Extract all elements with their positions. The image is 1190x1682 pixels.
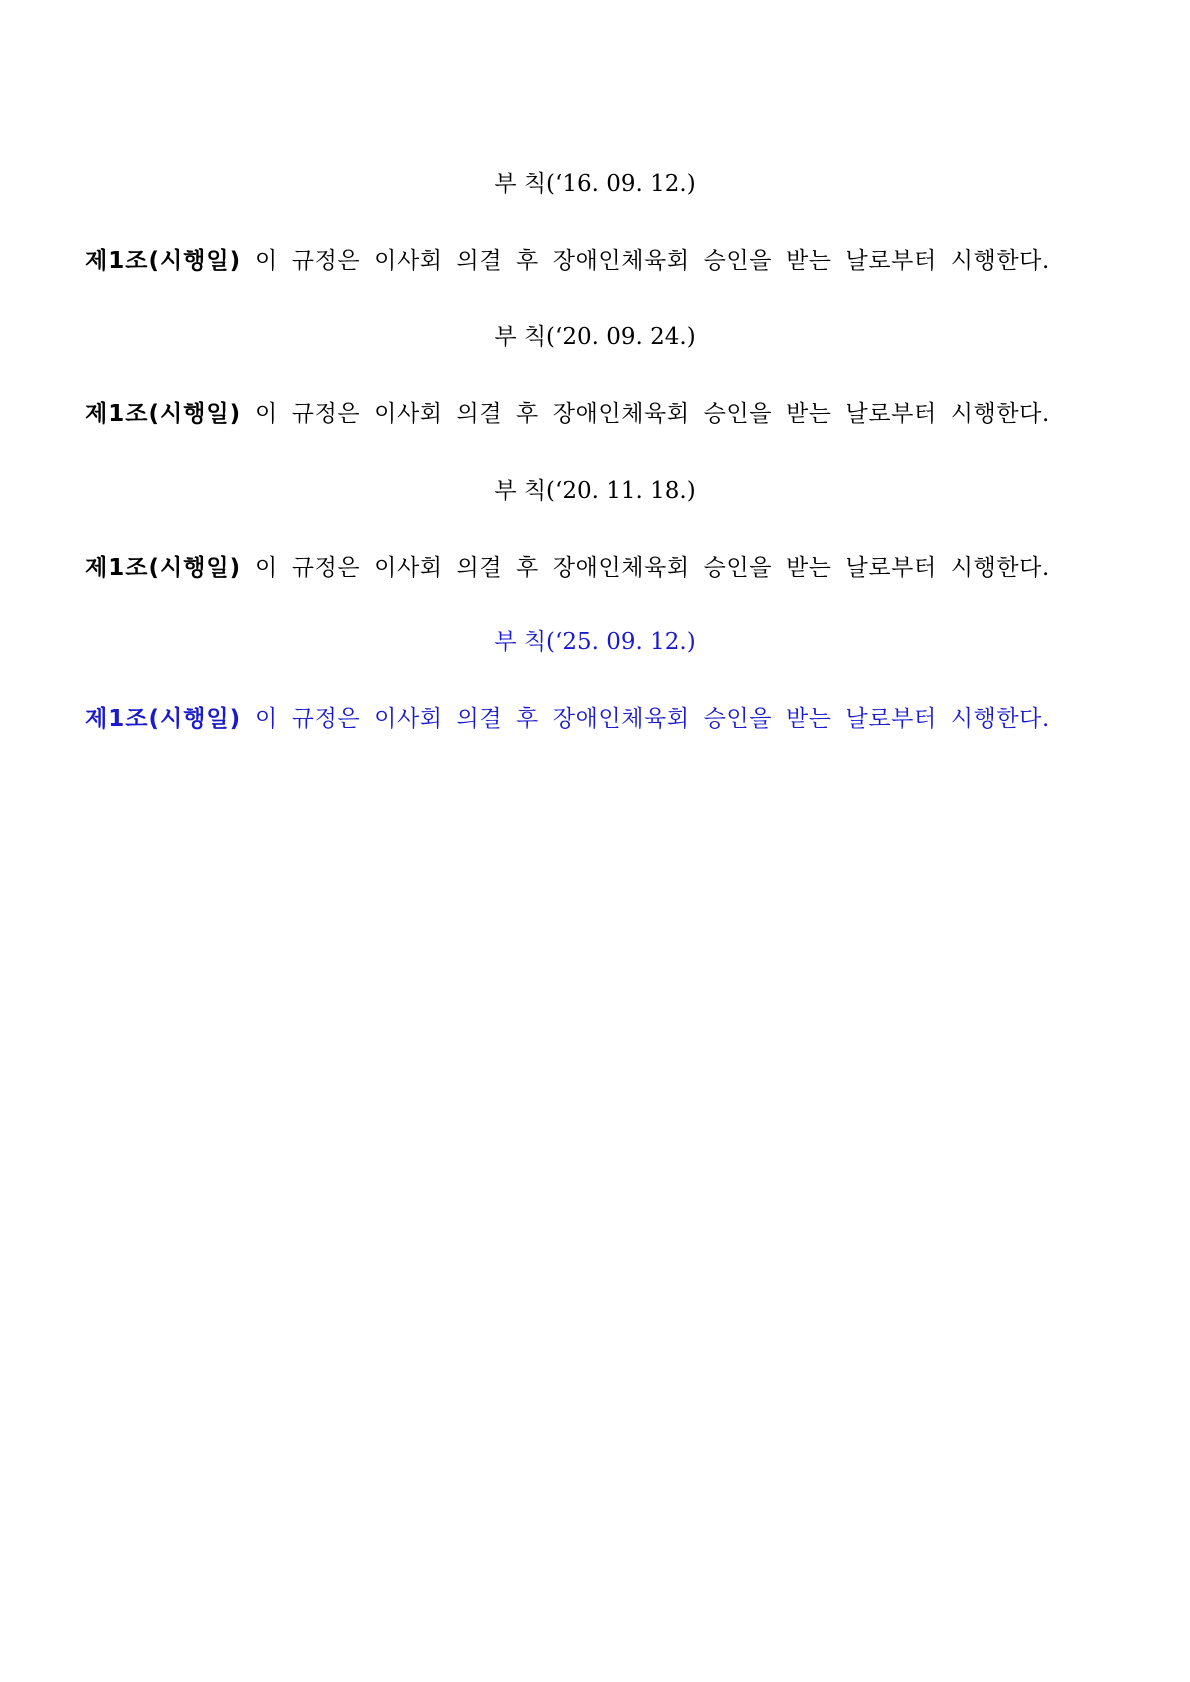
article-paragraph	[85, 399, 1125, 429]
article-text: 이 규정은 이사회 의결 후 장애인체육회 승인을 받는 날로부터 시행한다.	[255, 401, 1050, 427]
article-text: 이 규정은 이사회 의결 후 장애인체육회 승인을 받는 날로부터 시행한다.	[255, 555, 1050, 581]
article-title: 제1조(시행일)	[85, 401, 242, 427]
supplement-heading: 부 칙(‘20. 11. 18.)	[494, 478, 696, 504]
article-paragraph-amended	[85, 704, 1125, 734]
article-title: 제1조(시행일)	[85, 706, 242, 732]
supplement-heading: 부 칙(‘20. 09. 24.)	[494, 324, 696, 350]
article-text: 이 규정은 이사회 의결 후 장애인체육회 승인을 받는 날로부터 시행한다.	[255, 706, 1050, 732]
article-paragraph	[85, 246, 1125, 276]
supplement-heading: 부 칙(‘16. 09. 12.)	[494, 171, 696, 197]
article-title: 제1조(시행일)	[85, 555, 242, 581]
article-title: 제1조(시행일)	[85, 248, 242, 274]
article-paragraph	[85, 553, 1125, 583]
supplement-heading-amended: 부 칙(‘25. 09. 12.)	[494, 629, 696, 655]
article-text: 이 규정은 이사회 의결 후 장애인체육회 승인을 받는 날로부터 시행한다.	[255, 248, 1050, 274]
